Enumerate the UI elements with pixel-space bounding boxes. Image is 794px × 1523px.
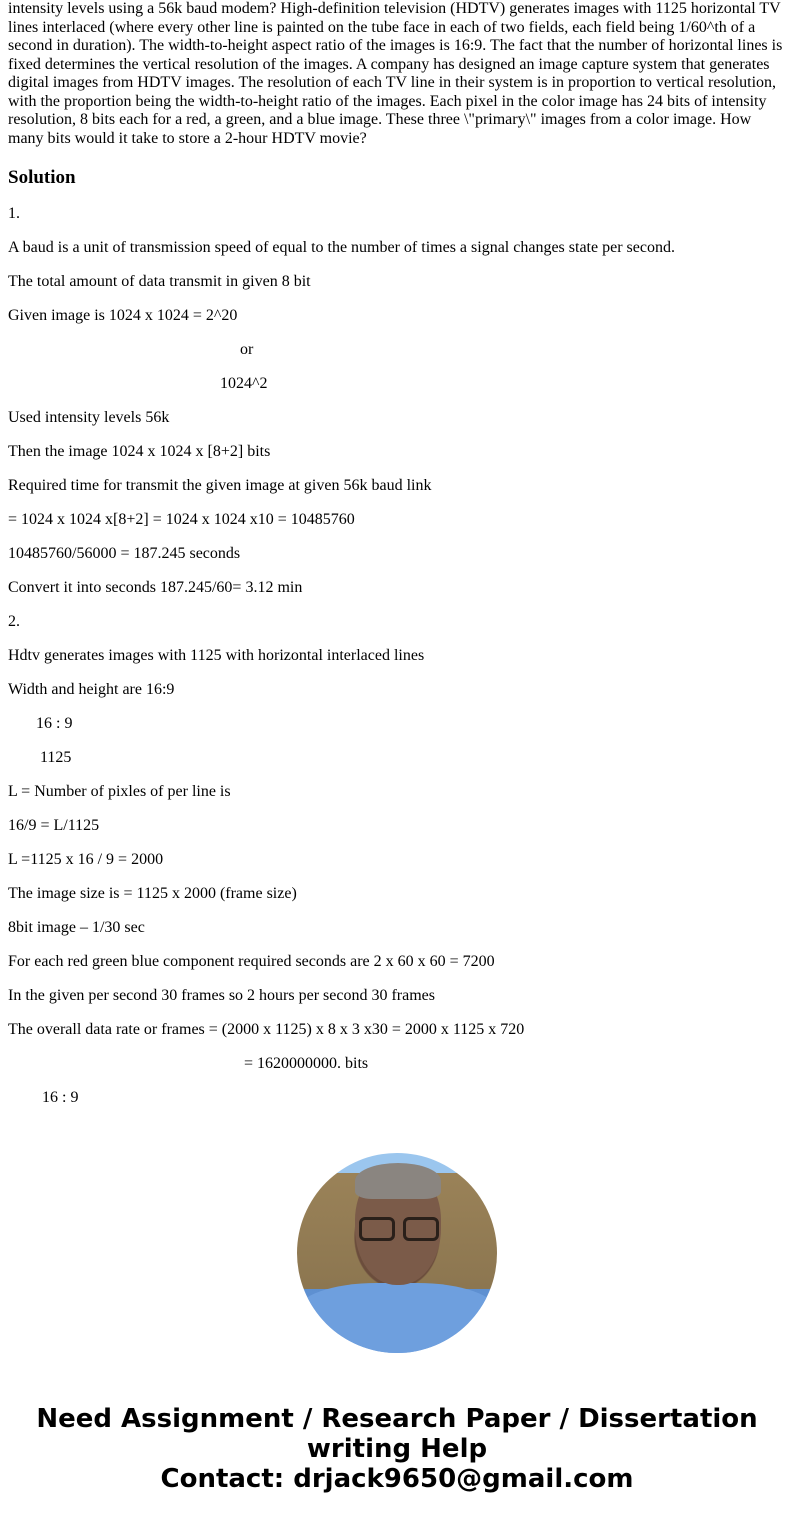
contact-banner [0,1404,794,1494]
solution-line: Used intensity levels 56k [8,409,170,426]
solution-line: 8bit image – 1/30 sec [8,919,145,936]
solution-line: 16 : 9 [42,1089,79,1106]
solution-line: Convert it into seconds 187.245/60= 3.12 min [8,579,303,596]
solution-line: 1125 [40,749,72,766]
solution-line: The image size is = 1125 x 2000 (frame size) [8,885,297,902]
solution-line: Required time for transmit the given image at given 56k baud link [8,477,432,494]
solution-line: In the given per second 30 frames so 2 hours per second 30 frames [8,987,435,1004]
solution-line: 1024^2 [220,375,268,392]
solution-line: 16 : 9 [36,715,73,732]
solution-body [8,205,786,1107]
solution-line: L = Number of pixles of per line is [8,783,231,800]
solution-line: or [240,341,254,358]
solution-heading: Solution [8,167,76,188]
question-text: intensity levels using a 56k baud modem? High-definition television (HDTV) generates images with 1125 horizontal TV lines interlaced (where every other line is painted on the tube face in each of two fields, each field being 1/60^th of a second in duration). The width-to-height aspect ratio of the images is 16:9. The fact that the number of horizontal lines is fixed determines the vertical resolution of the images. A company has designed an image capture system that generates digital images from HDTV images. The resolution of each TV line in their system is in proportion to vertical resolution, with the proportion being the width-to-height ratio of the images. Each pixel in the color image has 24 bits of intensity resolution, 8 bits each for a red, a green, and a blue image. These three \"primary\" images from a color image. How many bits would it take to store a 2-hour HDTV movie? [8,0,783,147]
author-photo [297,1153,497,1353]
solution-line: Hdtv generates images with 1125 with horizontal interlaced lines [8,647,425,664]
solution-line: = 1620000000. bits [244,1055,369,1072]
solution-line: For each red green blue component required seconds are 2 x 60 x 60 = 7200 [8,953,495,970]
solution-line: L =1125 x 16 / 9 = 2000 [8,851,164,868]
solution-line: The total amount of data transmit in given 8 bit [8,273,311,290]
solution-line: 1. [8,205,20,222]
solution-line: 10485760/56000 = 187.245 seconds [8,545,241,562]
solution-line: 2. [8,613,20,630]
solution-line: Given image is 1024 x 1024 = 2^20 [8,307,238,324]
banner-line-1: Need Assignment / Research Paper / Dissertation [36,1404,758,1434]
solution-line: A baud is a unit of transmission speed of equal to the number of times a signal changes state per second. [8,239,675,256]
contact-email: Contact: drjack9650@gmail.com [160,1464,634,1494]
solution-line: Width and height are 16:9 [8,681,175,698]
solution-line: The overall data rate or frames = (2000 x 1125) x 8 x 3 x30 = 2000 x 1125 x 720 [8,1021,525,1038]
solution-line: 16/9 = L/1125 [8,817,100,834]
solution-line: Then the image 1024 x 1024 x [8+2] bits [8,443,271,460]
solution-line: = 1024 x 1024 x[8+2] = 1024 x 1024 x10 = 10485760 [8,511,355,528]
banner-line-2: writing Help [306,1434,488,1464]
